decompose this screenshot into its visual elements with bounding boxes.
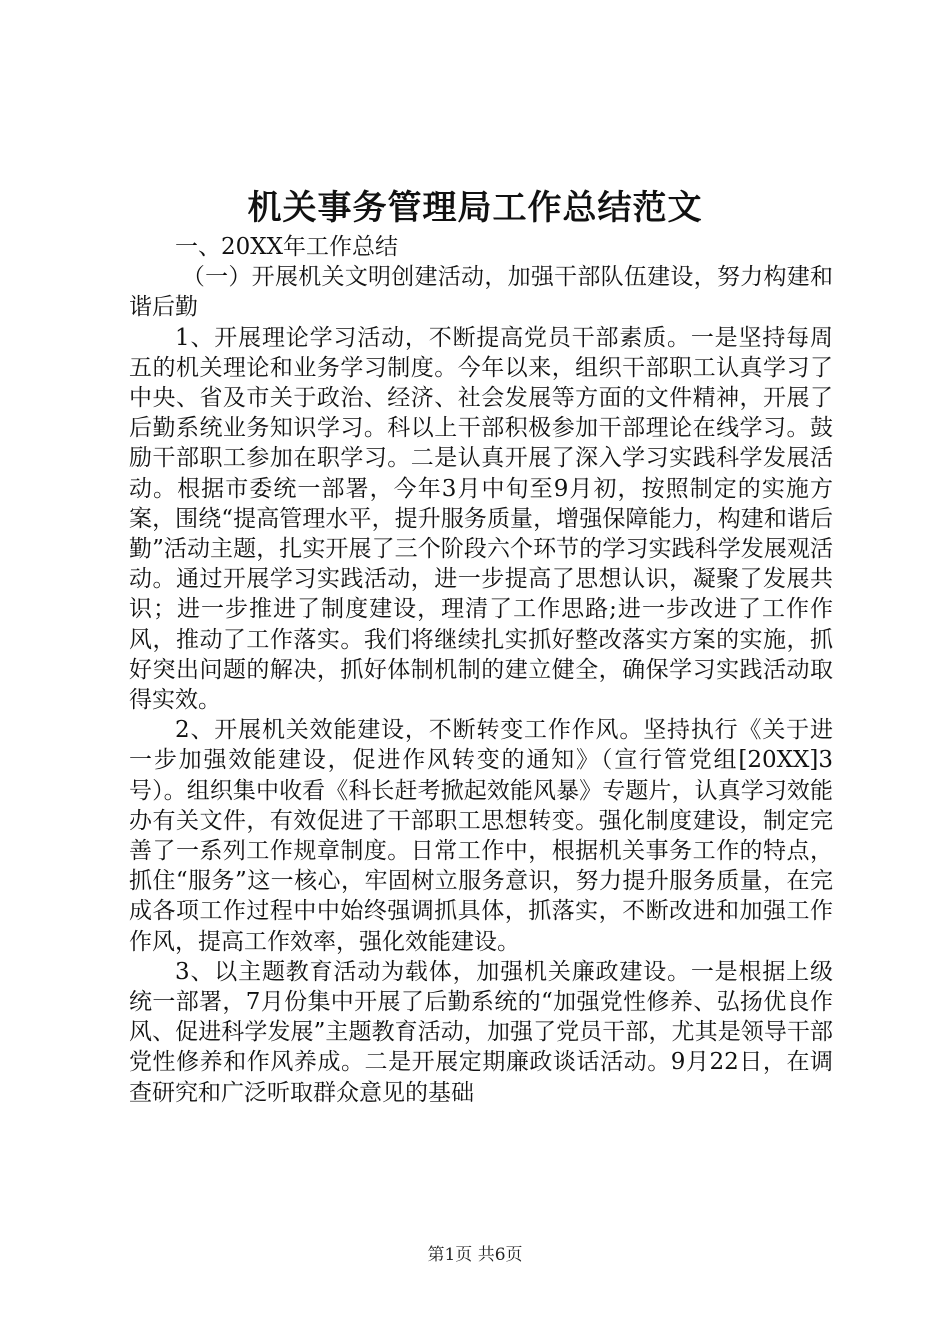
- body-paragraph: 2、开展机关效能建设，不断转变工作作风。坚持执行《关于进一步加强效能建设，促进作风转变的通知》（宣行管党组[20XX]3号）。组织集中收看《科长赶考掀起效能风暴》专题片，认真学习效能办有关文件，有效促进了干部职工思想转变。强化制度建设，制定完善了一系列工作规章制度。日常工作中，根据机关事务工作的特点，抓住“服务”这一核心，牢固树立服务意识，努力提升服务质量，在完成各项工作过程中中始终强调抓具体，抓落实，不断改进和加强工作作风，提高工作效率，强化效能建设。: [129, 717, 833, 955]
- document-body: [129, 232, 833, 1108]
- document-title: 机关事务管理局工作总结范文: [247, 188, 703, 228]
- body-paragraph: 1、开展理论学习活动，不断提高党员干部素质。一是坚持每周五的机关理论和业务学习制度。今年以来，组织干部职工认真学习了中央、省及市关于政治、经济、社会发展等方面的文件精神，开展了后勤系统业务知识学习。科以上干部积极参加干部理论在线学习。鼓励干部职工参加在职学习。二是认真开展了深入学习实践科学发展活动。根据市委统一部署，今年3月中旬至9月初，按照制定的实施方案，围绕“提高管理水平，提升服务质量，增强保障能力，构建和谐后勤”活动主题，扎实开展了三个阶段六个环节的学习实践科学发展观活动。通过开展学习实践活动，进一步提高了思想认识，凝聚了发展共识；进一步推进了制度建设，理清了工作思路;进一步改进了工作作风，推动了工作落实。我们将继续扎实抓好整改落实方案的实施，抓好突出问题的解决，抓好体制机制的建立健全，确保学习实践活动取得实效。: [129, 324, 833, 714]
- body-paragraph: 3、以主题教育活动为载体，加强机关廉政建设。一是根据上级统一部署，7月份集中开展了后勤系统的“加强党性修养、弘扬优良作风、促进科学发展”主题教育活动，加强了党员干部，尤其是领导干部党性修养和作风养成。二是开展定期廉政谈话活动。9月22日，在调查研究和广泛听取群众意见的基础: [129, 958, 833, 1106]
- section-heading: 一、20XX年工作总结: [175, 234, 399, 260]
- page-footer: 第1页 共6页: [427, 1245, 523, 1265]
- subsection-heading: （一）开展机关文明创建活动，加强干部队伍建设，努力构建和谐后勤: [129, 264, 833, 321]
